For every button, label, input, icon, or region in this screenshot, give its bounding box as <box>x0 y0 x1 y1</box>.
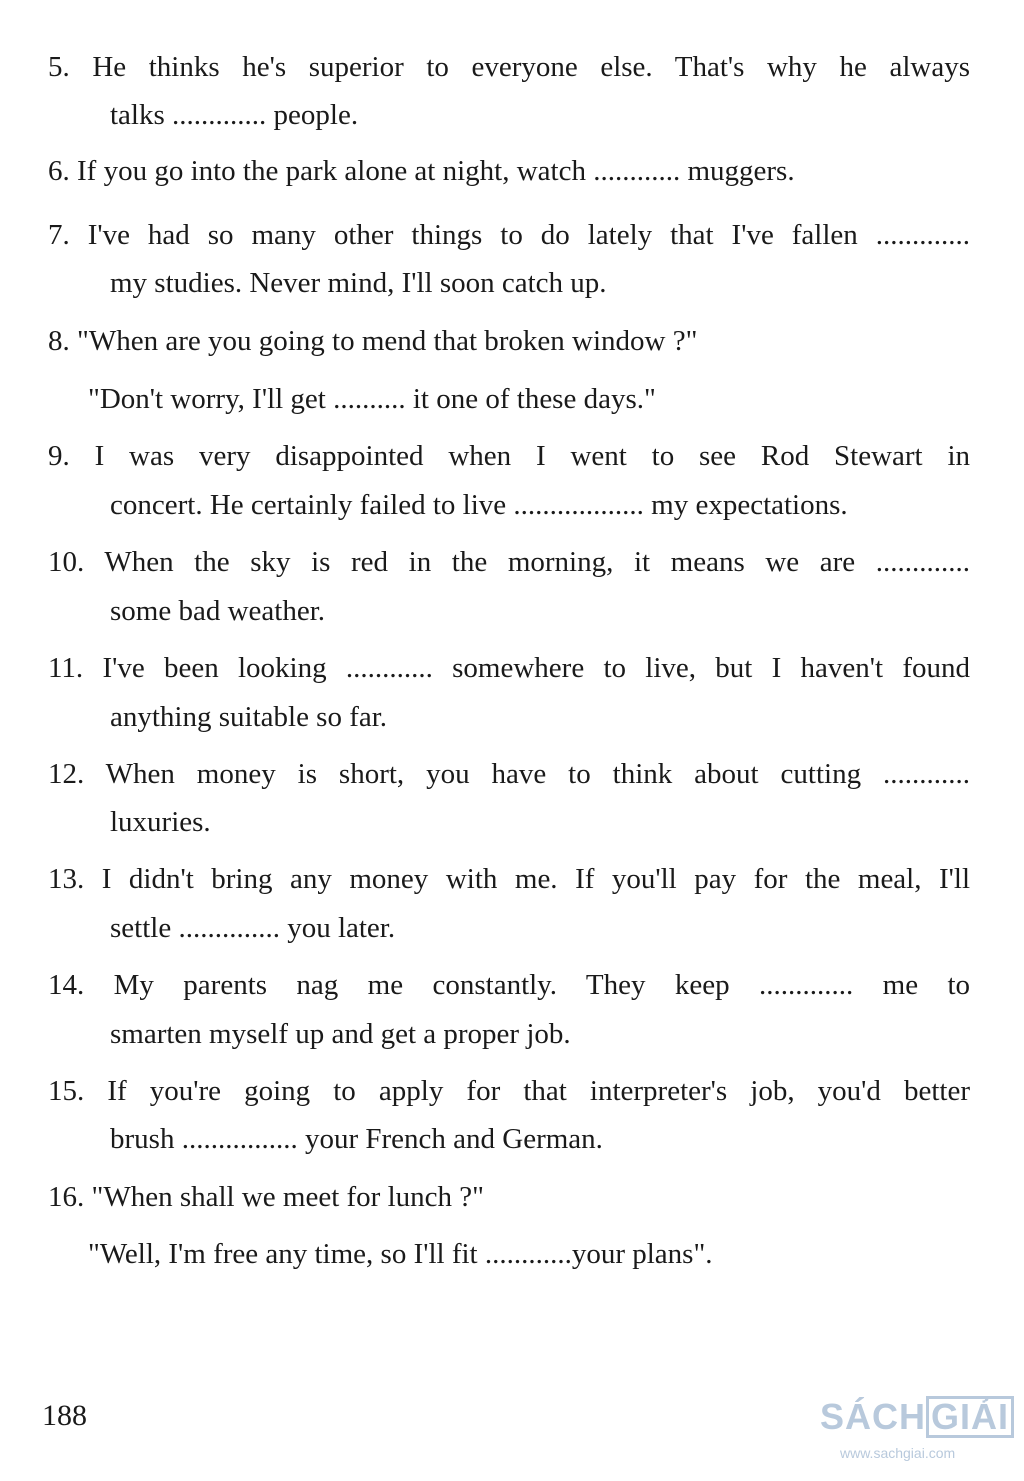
watermark-url: www.sachgiai.com <box>840 1445 956 1461</box>
watermark-prefix: SÁCH <box>820 1396 927 1437</box>
exercise-13-line-2: settle .............. you later. <box>110 912 396 944</box>
exercise-14-line-2: smarten myself up and get a proper job. <box>110 1018 571 1050</box>
exercise-11-line-1: 11. I've been looking ............ somewhere to live, but I haven't found <box>48 652 970 684</box>
exercise-13-line-1: 13. I didn't bring any money with me. If you'll pay for the meal, I'll <box>48 863 970 895</box>
exercise-16-line-1: 16. "When shall we meet for lunch ?" <box>48 1181 484 1213</box>
exercise-9-line-1: 9. I was very disappointed when I went to see Rod Stewart in <box>48 440 970 472</box>
exercise-7-line-1: 7. I've had so many other things to do lately that I've fallen ............. <box>48 219 970 251</box>
sachgiai-watermark <box>820 1395 1020 1475</box>
exercise-8-line-2: "Don't worry, I'll get .......... it one of these days." <box>88 383 656 415</box>
exercise-8-line-1: 8. "When are you going to mend that broken window ?" <box>48 325 698 357</box>
exercise-9-line-2: concert. He certainly failed to live .................. my expectations. <box>110 489 848 521</box>
exercise-15-line-1: 15. If you're going to apply for that interpreter's job, you'd better <box>48 1075 970 1107</box>
exercise-14-line-1: 14. My parents nag me constantly. They keep ............. me to <box>48 969 970 1001</box>
exercise-12-line-1: 12. When money is short, you have to think about cutting ............ <box>48 758 970 790</box>
exercise-10-line-2: some bad weather. <box>110 595 326 627</box>
exercise-6-line-1: 6. If you go into the park alone at night, watch ............ muggers. <box>48 155 795 187</box>
watermark-boxed-text: GIẢI <box>926 1396 1014 1438</box>
exercise-5-line-2: talks ............. people. <box>110 99 359 131</box>
exercise-10-line-1: 10. When the sky is red in the morning, it means we are ............. <box>48 546 970 578</box>
exercise-5-line-1: 5. He thinks he's superior to everyone else. That's why he always <box>48 51 970 83</box>
exercise-12-line-2: luxuries. <box>110 806 211 838</box>
exercise-15-line-2: brush ................ your French and German. <box>110 1123 603 1155</box>
exercise-7-line-2: my studies. Never mind, I'll soon catch up. <box>110 267 607 299</box>
watermark-logo <box>820 1395 1014 1439</box>
exercise-11-line-2: anything suitable so far. <box>110 701 388 733</box>
page-number: 188 <box>42 1399 87 1432</box>
exercise-16-line-2: "Well, I'm free any time, so I'll fit ............your plans". <box>88 1238 713 1270</box>
